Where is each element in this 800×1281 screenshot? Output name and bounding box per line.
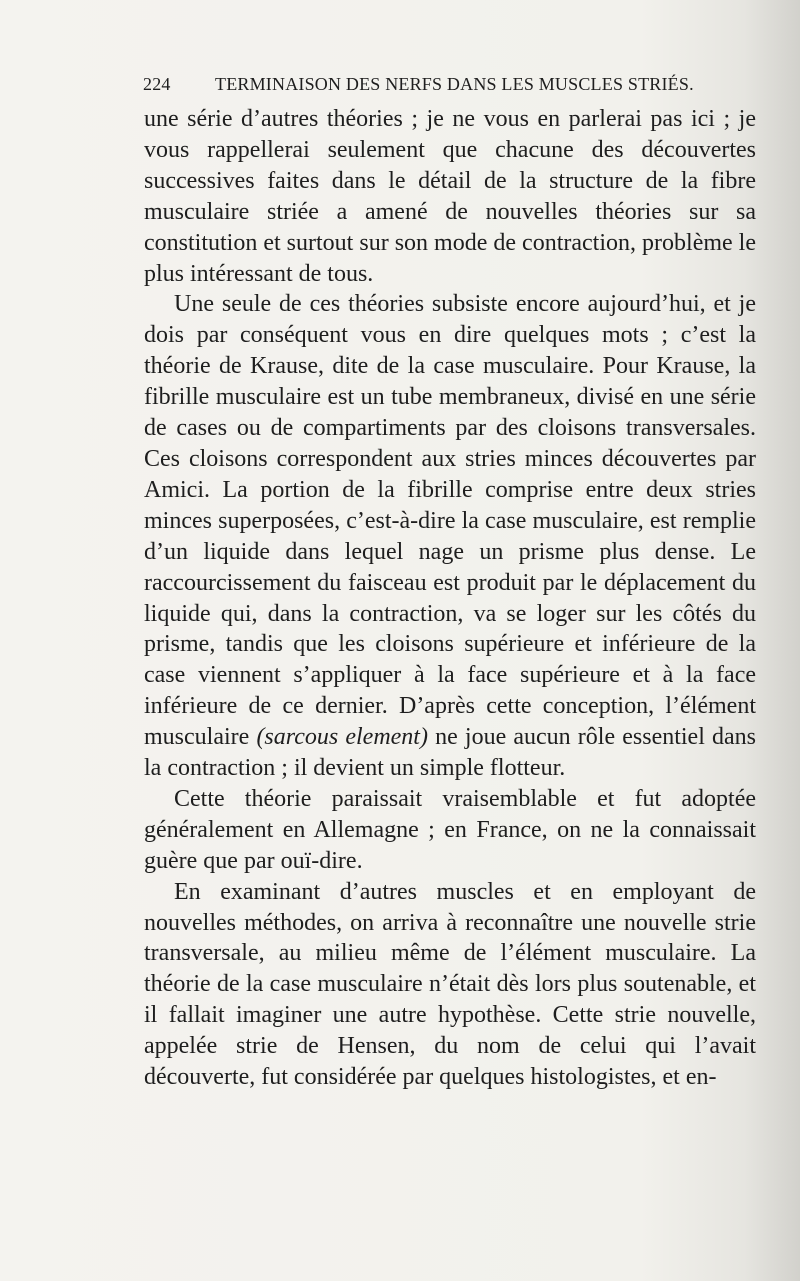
paragraph-3 (144, 784, 756, 877)
paragraph-4 (144, 877, 756, 1093)
paragraph-1 (144, 104, 756, 289)
paragraph-2-text-continued: ne joue aucun rôle essentiel dans la contraction ; il devient un simple flotteur. (144, 724, 757, 782)
paragraph-4-text: En examinant d’autres muscles et en employant de nouvelles méthodes, on arriva à reconnaître une nouvelle strie transversale, au milieu même de l’élément musculaire. La théorie de la case musculaire n’était dès lors plus soutenable, et il fallait imaginer une autre hypothèse. Cette strie nouvelle, appelée strie de Hensen, du nom de celui qui l’avait découverte, fut considérée par quelques histologistes, et en- (144, 878, 756, 1091)
paragraph-2-text: Une seule de ces théories subsiste encore aujourd’hui, et je dois par conséquent vous en dire quelques mots ; c’est la théorie de Krause, dite de la case musculaire. Pour Krause, la fibrille musculaire est un tube membraneux, divisé en une série de cases ou de compartiments par des cloisons transversales. Ces cloisons correspondent aux stries minces découvertes par Amici. La portion de la fibrille comprise entre deux stries minces superposées, c’est-à-dire la case musculaire, est remplie d’un liquide dans lequel nage un prisme plus dense. Le raccourcissement du faisceau est produit par le déplacement du liquide qui, dans la contraction, va se loger sur les côtés du prisme, tandis que les cloisons supérieure et inférieure de la case viennent s’appliquer à la face supérieure et à la face inférieure de ce dernier. D’après cette conception, l’élément musculaire (144, 291, 756, 751)
running-header (143, 70, 755, 100)
paragraph-1-text: une série d’autres théories ; je ne vous en parlerai pas ici ; je vous rappellerai seulement que chacune des découvertes successives faites dans le détail de la structure de la fibre musculaire striée a amené de nouvelles théories sur sa constitution et surtout sur son mode de contraction, problème le plus intéressant de tous. (144, 106, 756, 287)
page-number: 224 (143, 74, 171, 94)
body-text (144, 104, 756, 1093)
paragraph-2-italic-term: (sarcous element) (256, 724, 428, 751)
running-title: TERMINAISON DES NERFS DANS LES MUSCLES STRIÉS. (215, 74, 694, 94)
paragraph-2 (144, 289, 756, 784)
paragraph-3-text: Cette théorie paraissait vraisemblable et fut adoptée généralement en Allemagne ; en France, on ne la connaissait guère que par ouï-dire. (144, 785, 756, 874)
